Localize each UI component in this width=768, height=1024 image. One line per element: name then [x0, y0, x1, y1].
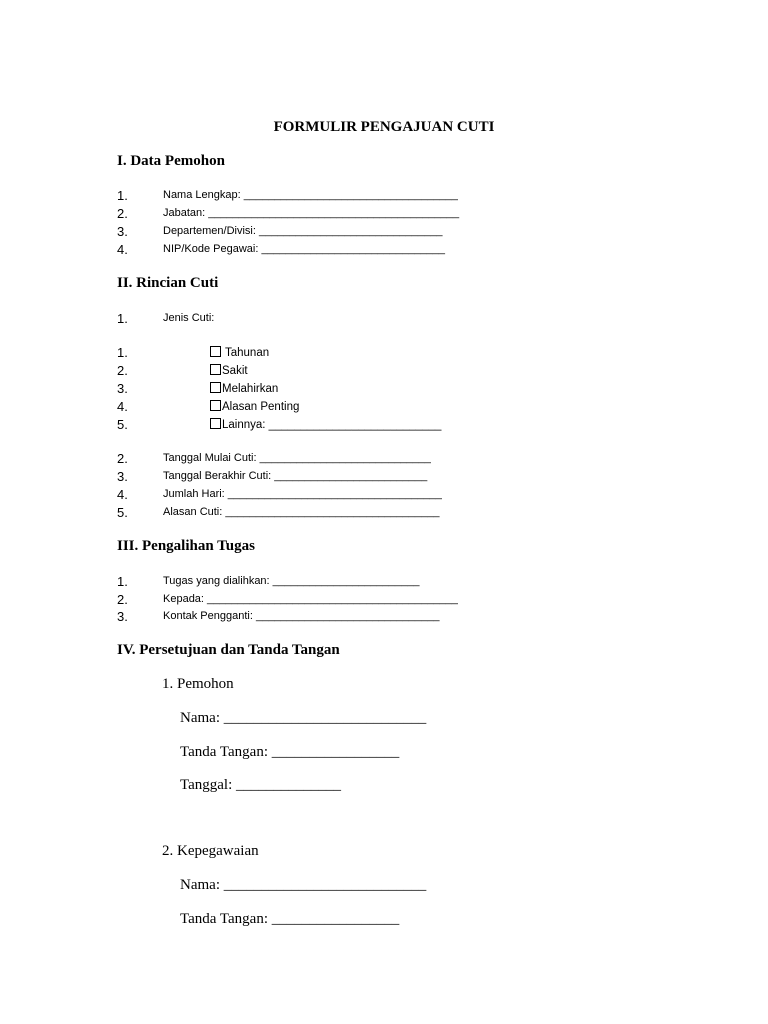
field-kontak-pengganti: Kontak Pengganti: ______________________________: [163, 610, 440, 622]
list-number: 3.: [117, 224, 128, 239]
list-number: 3.: [117, 469, 128, 484]
list-number: 4.: [117, 399, 128, 414]
checkbox-icon: [210, 400, 221, 411]
field-nama-lengkap: Nama Lengkap: ___________________________________: [163, 189, 458, 201]
checkbox-label: Lainnya: ___________________________: [222, 419, 442, 431]
checkbox-label: Sakit: [222, 365, 248, 377]
checkbox-icon: [210, 346, 221, 357]
signature-block-kepegawaian-heading: 2. Kepegawaian: [162, 843, 259, 859]
field-departemen: Departemen/Divisi: ______________________________: [163, 225, 443, 237]
section-heading-persetujuan: IV. Persetujuan dan Tanda Tangan: [117, 642, 340, 658]
list-number: 4.: [117, 487, 128, 502]
list-number: 3.: [117, 609, 128, 624]
section-heading-data-pemohon: I. Data Pemohon: [117, 153, 225, 169]
field-jabatan: Jabatan: _________________________________________: [163, 207, 460, 219]
field-jumlah-hari: Jumlah Hari: ___________________________________: [163, 488, 442, 500]
list-number: 5.: [117, 417, 128, 432]
signature-block-pemohon-heading: 1. Pemohon: [162, 676, 234, 692]
checkbox-option-lainnya[interactable]: [210, 418, 441, 431]
checkbox-icon: [210, 418, 221, 429]
checkbox-option-melahirkan[interactable]: [210, 382, 278, 395]
section-heading-rincian-cuti: II. Rincian Cuti: [117, 275, 219, 291]
list-number: 2.: [117, 363, 128, 378]
kepegawaian-nama-field: Nama: ___________________________: [180, 877, 427, 893]
list-number: 2.: [117, 206, 128, 221]
checkbox-label: Alasan Penting: [222, 401, 300, 413]
checkbox-label: Tahunan: [222, 347, 270, 359]
field-jenis-cuti: Jenis Cuti:: [163, 312, 215, 324]
list-number: 1.: [117, 188, 128, 203]
field-tugas-dialihkan: Tugas yang dialihkan: ________________________: [163, 575, 420, 587]
list-number: 1.: [117, 311, 128, 326]
kepegawaian-tanda-tangan-field: Tanda Tangan: _________________: [180, 911, 400, 927]
section-heading-pengalihan-tugas: III. Pengalihan Tugas: [117, 538, 255, 554]
field-tanggal-berakhir: Tanggal Berakhir Cuti: _________________________: [163, 470, 428, 482]
pemohon-tanggal-field: Tanggal: ______________: [180, 777, 342, 793]
checkbox-label: Melahirkan: [222, 383, 279, 395]
checkbox-option-sakit[interactable]: [210, 364, 248, 377]
list-number: 1.: [117, 574, 128, 589]
pemohon-tanda-tangan-field: Tanda Tangan: _________________: [180, 744, 400, 760]
form-title: FORMULIR PENGAJUAN CUTI: [273, 119, 495, 135]
list-number: 2.: [117, 592, 128, 607]
list-number: 3.: [117, 381, 128, 396]
field-tanggal-mulai: Tanggal Mulai Cuti: ____________________________: [163, 452, 431, 464]
pemohon-nama-field: Nama: ___________________________: [180, 710, 427, 726]
list-number: 4.: [117, 242, 128, 257]
checkbox-option-tahunan[interactable]: [210, 346, 269, 359]
list-number: 1.: [117, 345, 128, 360]
field-kepada: Kepada: _________________________________________: [163, 593, 458, 605]
checkbox-icon: [210, 382, 221, 393]
list-number: 2.: [117, 451, 128, 466]
list-number: 5.: [117, 505, 128, 520]
checkbox-option-alasan-penting[interactable]: [210, 400, 299, 413]
checkbox-icon: [210, 364, 221, 375]
field-nip: NIP/Kode Pegawai: ______________________________: [163, 243, 445, 255]
field-alasan-cuti: Alasan Cuti: ___________________________________: [163, 506, 440, 518]
